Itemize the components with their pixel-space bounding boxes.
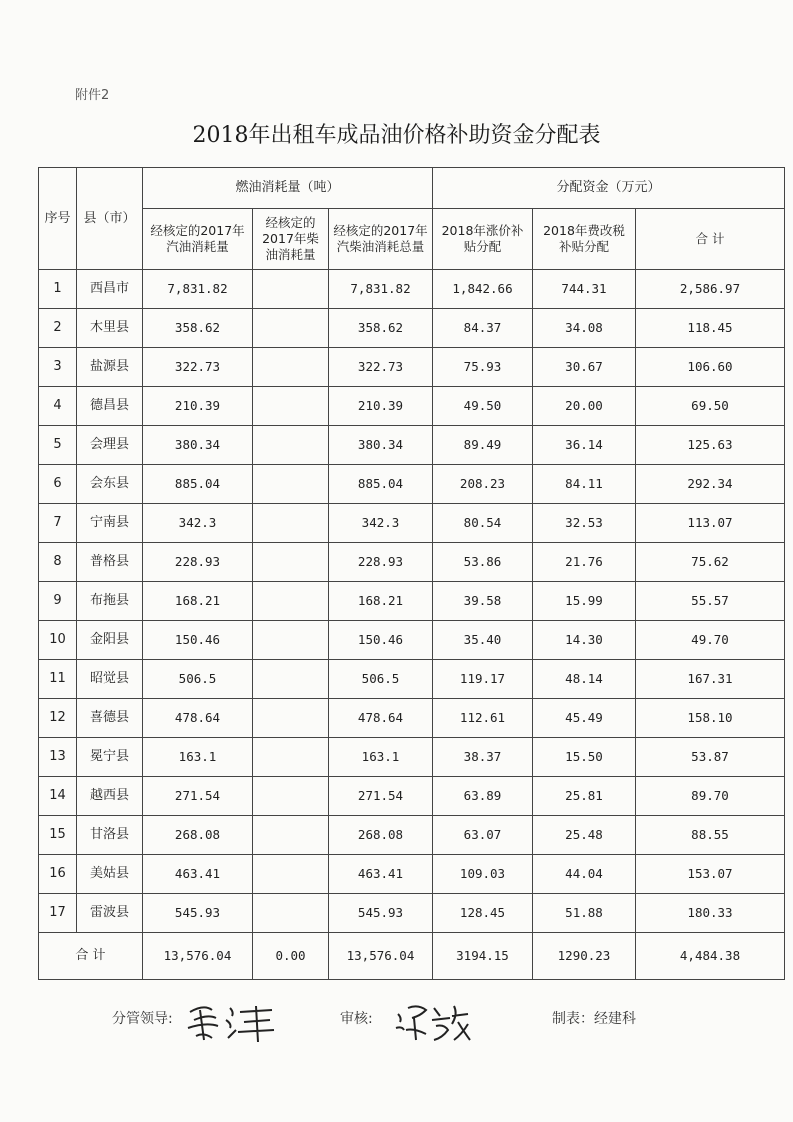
row-price-rise: 112.61 — [433, 699, 533, 738]
row-total-fuel: 358.62 — [329, 309, 433, 348]
row-total-fuel: 228.93 — [329, 543, 433, 582]
table-row — [39, 426, 785, 465]
row-sum: 158.10 — [636, 699, 785, 738]
row-price-rise: 128.45 — [433, 894, 533, 933]
row-total-fuel: 380.34 — [329, 426, 433, 465]
row-tax-reform: 45.49 — [533, 699, 636, 738]
row-seq: 5 — [39, 426, 77, 465]
row-county: 会理县 — [77, 426, 143, 465]
table-row — [39, 816, 785, 855]
row-sum: 53.87 — [636, 738, 785, 777]
row-seq: 13 — [39, 738, 77, 777]
table-row — [39, 621, 785, 660]
row-county: 金阳县 — [77, 621, 143, 660]
row-tax-reform: 36.14 — [533, 426, 636, 465]
row-tax-reform: 15.99 — [533, 582, 636, 621]
row-sum: 75.62 — [636, 543, 785, 582]
row-diesel — [253, 699, 329, 738]
row-seq: 1 — [39, 270, 77, 309]
row-gasoline: 7,831.82 — [143, 270, 253, 309]
row-diesel — [253, 504, 329, 543]
row-county: 冕宁县 — [77, 738, 143, 777]
row-tax-reform: 14.30 — [533, 621, 636, 660]
row-county: 盐源县 — [77, 348, 143, 387]
row-gasoline: 342.3 — [143, 504, 253, 543]
total-gasoline: 13,576.04 — [143, 933, 253, 980]
row-diesel — [253, 543, 329, 582]
row-diesel — [253, 387, 329, 426]
reviewer-signature — [392, 1000, 472, 1044]
row-gasoline: 380.34 — [143, 426, 253, 465]
leader-signature — [182, 1000, 282, 1044]
row-seq: 17 — [39, 894, 77, 933]
total-price-rise: 3194.15 — [433, 933, 533, 980]
table-row — [39, 777, 785, 816]
row-sum: 292.34 — [636, 465, 785, 504]
row-gasoline: 163.1 — [143, 738, 253, 777]
row-tax-reform: 48.14 — [533, 660, 636, 699]
row-total-fuel: 342.3 — [329, 504, 433, 543]
row-total-fuel: 322.73 — [329, 348, 433, 387]
row-gasoline: 478.64 — [143, 699, 253, 738]
row-gasoline: 150.46 — [143, 621, 253, 660]
row-gasoline: 210.39 — [143, 387, 253, 426]
row-seq: 2 — [39, 309, 77, 348]
total-row — [39, 933, 785, 980]
row-county: 普格县 — [77, 543, 143, 582]
row-diesel — [253, 465, 329, 504]
row-diesel — [253, 816, 329, 855]
leader-label: 分管领导: — [112, 1011, 173, 1027]
row-total-fuel: 163.1 — [329, 738, 433, 777]
row-tax-reform: 51.88 — [533, 894, 636, 933]
row-sum: 167.31 — [636, 660, 785, 699]
row-diesel — [253, 270, 329, 309]
row-total-fuel: 150.46 — [329, 621, 433, 660]
row-county: 西昌市 — [77, 270, 143, 309]
header-diesel: 经核定的2017年柴油消耗量 — [253, 209, 329, 270]
row-sum: 153.07 — [636, 855, 785, 894]
row-diesel — [253, 777, 329, 816]
row-tax-reform: 30.67 — [533, 348, 636, 387]
row-price-rise: 109.03 — [433, 855, 533, 894]
header-county: 县（市） — [77, 168, 143, 270]
row-total-fuel: 268.08 — [329, 816, 433, 855]
row-tax-reform: 25.48 — [533, 816, 636, 855]
row-gasoline: 545.93 — [143, 894, 253, 933]
table-row — [39, 465, 785, 504]
row-sum: 180.33 — [636, 894, 785, 933]
row-sum: 125.63 — [636, 426, 785, 465]
row-gasoline: 322.73 — [143, 348, 253, 387]
row-county: 木里县 — [77, 309, 143, 348]
total-fuel: 13,576.04 — [329, 933, 433, 980]
row-price-rise: 84.37 — [433, 309, 533, 348]
row-tax-reform: 20.00 — [533, 387, 636, 426]
table-row — [39, 504, 785, 543]
table-row — [39, 270, 785, 309]
row-total-fuel: 545.93 — [329, 894, 433, 933]
row-total-fuel: 506.5 — [329, 660, 433, 699]
row-tax-reform: 32.53 — [533, 504, 636, 543]
row-total-fuel: 210.39 — [329, 387, 433, 426]
row-price-rise: 89.49 — [433, 426, 533, 465]
row-county: 会东县 — [77, 465, 143, 504]
row-seq: 10 — [39, 621, 77, 660]
row-tax-reform: 84.11 — [533, 465, 636, 504]
allocation-table — [38, 167, 785, 980]
row-diesel — [253, 582, 329, 621]
row-total-fuel: 168.21 — [329, 582, 433, 621]
row-diesel — [253, 348, 329, 387]
row-seq: 16 — [39, 855, 77, 894]
row-tax-reform: 15.50 — [533, 738, 636, 777]
row-gasoline: 168.21 — [143, 582, 253, 621]
row-price-rise: 119.17 — [433, 660, 533, 699]
table-row — [39, 348, 785, 387]
row-sum: 69.50 — [636, 387, 785, 426]
row-gasoline: 271.54 — [143, 777, 253, 816]
signature-footer — [0, 1000, 793, 1040]
row-price-rise: 80.54 — [433, 504, 533, 543]
header-sum: 合 计 — [636, 209, 785, 270]
table-row — [39, 309, 785, 348]
row-county: 越西县 — [77, 777, 143, 816]
row-county: 布拖县 — [77, 582, 143, 621]
row-sum: 55.57 — [636, 582, 785, 621]
row-sum: 118.45 — [636, 309, 785, 348]
row-gasoline: 268.08 — [143, 816, 253, 855]
row-seq: 11 — [39, 660, 77, 699]
row-gasoline: 228.93 — [143, 543, 253, 582]
row-diesel — [253, 738, 329, 777]
header-seq: 序号 — [39, 168, 77, 270]
row-seq: 3 — [39, 348, 77, 387]
row-gasoline: 358.62 — [143, 309, 253, 348]
table-row — [39, 387, 785, 426]
attachment-label: 附件2 — [75, 88, 110, 103]
header-price-rise: 2018年涨价补贴分配 — [433, 209, 533, 270]
row-county: 喜德县 — [77, 699, 143, 738]
row-seq: 15 — [39, 816, 77, 855]
row-price-rise: 35.40 — [433, 621, 533, 660]
row-county: 昭觉县 — [77, 660, 143, 699]
row-sum: 49.70 — [636, 621, 785, 660]
row-sum: 89.70 — [636, 777, 785, 816]
row-diesel — [253, 855, 329, 894]
row-total-fuel: 7,831.82 — [329, 270, 433, 309]
row-gasoline: 463.41 — [143, 855, 253, 894]
row-gasoline: 885.04 — [143, 465, 253, 504]
row-price-rise: 39.58 — [433, 582, 533, 621]
row-diesel — [253, 426, 329, 465]
row-price-rise: 53.86 — [433, 543, 533, 582]
row-price-rise: 1,842.66 — [433, 270, 533, 309]
row-tax-reform: 25.81 — [533, 777, 636, 816]
row-seq: 8 — [39, 543, 77, 582]
row-seq: 7 — [39, 504, 77, 543]
row-price-rise: 63.89 — [433, 777, 533, 816]
row-tax-reform: 744.31 — [533, 270, 636, 309]
row-tax-reform: 34.08 — [533, 309, 636, 348]
header-gasoline: 经核定的2017年汽油消耗量 — [143, 209, 253, 270]
header-alloc-group: 分配资金（万元） — [433, 168, 785, 209]
total-label: 合 计 — [39, 933, 143, 980]
reviewer-label: 审核: — [340, 1011, 373, 1027]
row-seq: 6 — [39, 465, 77, 504]
row-county: 雷波县 — [77, 894, 143, 933]
row-seq: 12 — [39, 699, 77, 738]
row-sum: 106.60 — [636, 348, 785, 387]
row-county: 美姑县 — [77, 855, 143, 894]
table-row — [39, 855, 785, 894]
total-sum: 4,484.38 — [636, 933, 785, 980]
row-diesel — [253, 660, 329, 699]
maker-label: 制表：经建科 — [552, 1011, 636, 1027]
page-title: 2018年出租车成品油价格补助资金分配表 — [192, 123, 601, 148]
row-total-fuel: 463.41 — [329, 855, 433, 894]
row-sum: 88.55 — [636, 816, 785, 855]
total-diesel: 0.00 — [253, 933, 329, 980]
row-price-rise: 208.23 — [433, 465, 533, 504]
table-row — [39, 543, 785, 582]
row-price-rise: 38.37 — [433, 738, 533, 777]
row-gasoline: 506.5 — [143, 660, 253, 699]
row-total-fuel: 271.54 — [329, 777, 433, 816]
table-row — [39, 582, 785, 621]
table-row — [39, 894, 785, 933]
row-price-rise: 49.50 — [433, 387, 533, 426]
table-row — [39, 660, 785, 699]
row-county: 宁南县 — [77, 504, 143, 543]
row-sum: 2,586.97 — [636, 270, 785, 309]
row-sum: 113.07 — [636, 504, 785, 543]
row-county: 甘洛县 — [77, 816, 143, 855]
row-diesel — [253, 621, 329, 660]
total-tax-reform: 1290.23 — [533, 933, 636, 980]
row-total-fuel: 478.64 — [329, 699, 433, 738]
row-seq: 9 — [39, 582, 77, 621]
row-tax-reform: 21.76 — [533, 543, 636, 582]
row-total-fuel: 885.04 — [329, 465, 433, 504]
row-diesel — [253, 309, 329, 348]
row-price-rise: 75.93 — [433, 348, 533, 387]
row-seq: 4 — [39, 387, 77, 426]
header-tax-reform: 2018年费改税补贴分配 — [533, 209, 636, 270]
header-fuel-group: 燃油消耗量（吨） — [143, 168, 433, 209]
row-tax-reform: 44.04 — [533, 855, 636, 894]
row-county: 德昌县 — [77, 387, 143, 426]
header-total-fuel: 经核定的2017年汽柴油消耗总量 — [329, 209, 433, 270]
row-seq: 14 — [39, 777, 77, 816]
row-diesel — [253, 894, 329, 933]
table-row — [39, 699, 785, 738]
table-row — [39, 738, 785, 777]
row-price-rise: 63.07 — [433, 816, 533, 855]
